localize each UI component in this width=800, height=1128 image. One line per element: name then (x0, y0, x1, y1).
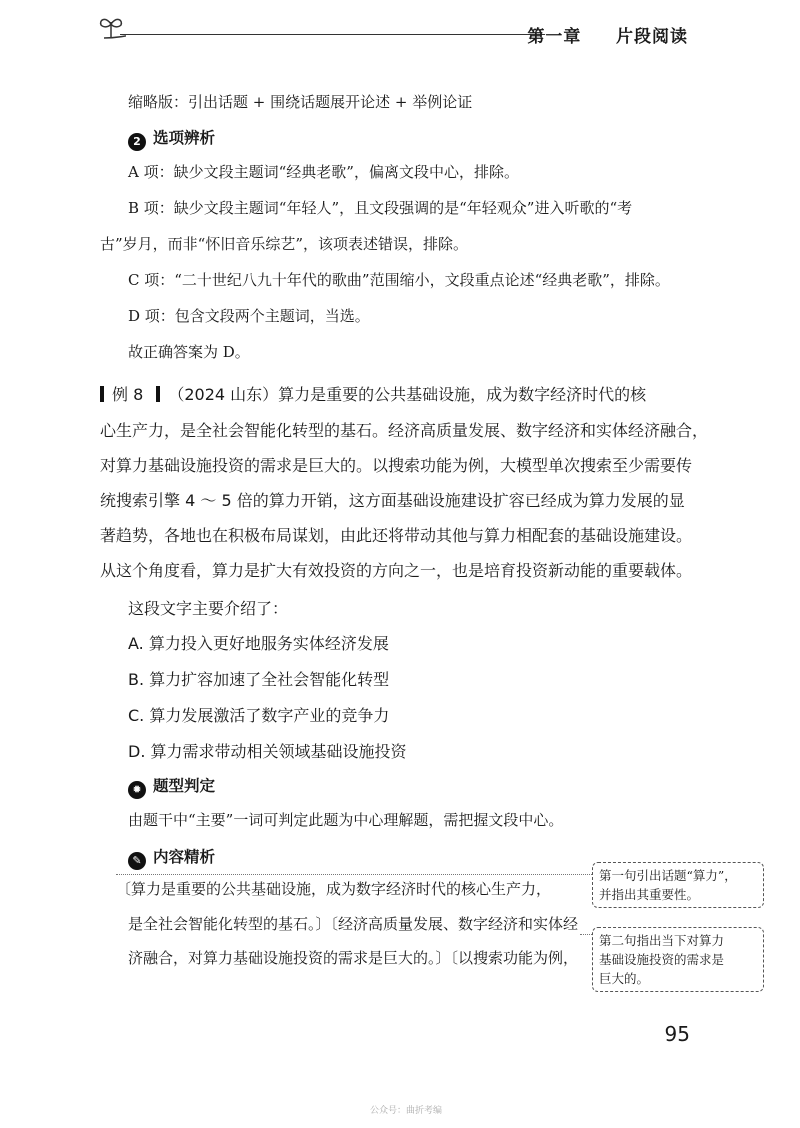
example-line: 心生产力，是全社会智能化转型的基石。经济高质量发展、数字经济和实体经济融合， (100, 421, 709, 440)
option-analysis-line: C 项：“二十世纪八九十年代的歌曲”范围缩小，文段重点论述“经典老歌”，排除。 (128, 271, 670, 289)
type-judge-heading (128, 774, 215, 799)
content-line: 〔算力是重要的公共基础设施，成为数字经济时代的核心生产力， (116, 880, 552, 898)
page-number: 95 (664, 1022, 690, 1046)
type-judge-text: 由题干中“主要”一词可判定此题为中心理解题，需把握文段中心。 (128, 811, 564, 829)
content-line: 是全社会智能化转型的基石。〕〔经济高质量发展、数字经济和实体经 (128, 915, 579, 933)
gear-icon: ✹ (128, 781, 146, 799)
option-analysis-line: D 项：包含文段两个主题词，当选。 (128, 307, 370, 325)
side-note-line: 基础设施投资的需求是 (599, 952, 725, 967)
option-a: A. 算力投入更好地服务实体经济发展 (128, 634, 389, 653)
example-line: （2024 山东）算力是重要的公共基础设施，成为数字经济时代的核 (168, 385, 647, 404)
content-analysis-title: 内容精析 (153, 848, 216, 866)
example-first-line (100, 382, 646, 405)
header-chapter: 第一章 (527, 27, 582, 47)
side-note (592, 862, 764, 908)
connector-line (580, 934, 592, 935)
option-c: C. 算力发展激活了数字产业的竞争力 (128, 706, 390, 725)
header-section: 片段阅读 (616, 27, 688, 47)
content-analysis-heading (128, 845, 215, 870)
option-b: B. 算力扩容加速了全社会智能化转型 (128, 670, 390, 689)
example-line: 著趋势，各地也在积极布局谋划，由此还将带动其他与算力相配套的基础设施建设。 (100, 526, 693, 545)
type-judge-title: 题型判定 (153, 777, 216, 795)
number-badge-icon: 2 (128, 133, 146, 151)
connector-line (116, 874, 592, 875)
side-note-line: 巨大的。 (599, 971, 650, 986)
footer-watermark: 公众号：曲折考编 (370, 1106, 443, 1116)
pen-icon: ✎ (128, 852, 146, 870)
summary-line: 缩略版：引出话题 + 围绕话题展开论述 + 举例论证 (128, 93, 473, 111)
side-note-line: 第一句引出话题“算力”， (599, 868, 737, 883)
question-stem: 这段文字主要介绍了： (128, 599, 289, 618)
header-title (527, 22, 688, 47)
example-line: 从这个角度看，算力是扩大有效投资的方向之一，也是培育投资新动能的重要载体。 (100, 561, 693, 580)
option-analysis-line: B 项：缺少文段主题词“年轻人”，且文段强调的是“年轻观众”进入听歌的“考 (128, 199, 633, 217)
example-label: 例 8 (112, 385, 144, 404)
side-note-line: 第二句指出当下对算力 (599, 933, 725, 948)
option-analysis-line: 古”岁月，而非“怀旧音乐综艺”，该项表述错误，排除。 (100, 235, 469, 253)
example-line: 统搜索引擎 4 ～ 5 倍的算力开销，这方面基础设施建设扩容已经成为算力发展的显 (100, 491, 685, 510)
option-analysis-heading (128, 126, 215, 151)
marker-bar-icon (156, 386, 160, 402)
leaf-icon (96, 12, 126, 42)
option-analysis-title: 选项辨析 (153, 129, 216, 147)
option-d: D. 算力需求带动相关领域基础设施投资 (128, 742, 407, 761)
side-note-line: 并指出其重要性。 (599, 887, 700, 902)
content-line: 济融合，对算力基础设施投资的需求是巨大的。〕〔以搜索功能为例， (128, 949, 579, 967)
header-rule (120, 34, 545, 35)
option-analysis-line: A 项：缺少文段主题词“经典老歌”，偏离文段中心，排除。 (128, 163, 519, 181)
answer-line: 故正确答案为 D。 (128, 343, 250, 361)
example-line: 对算力基础设施投资的需求是巨大的。以搜索功能为例，大模型单次搜索至少需要传 (100, 456, 693, 475)
marker-bar-icon (100, 386, 104, 402)
side-note (592, 927, 764, 992)
